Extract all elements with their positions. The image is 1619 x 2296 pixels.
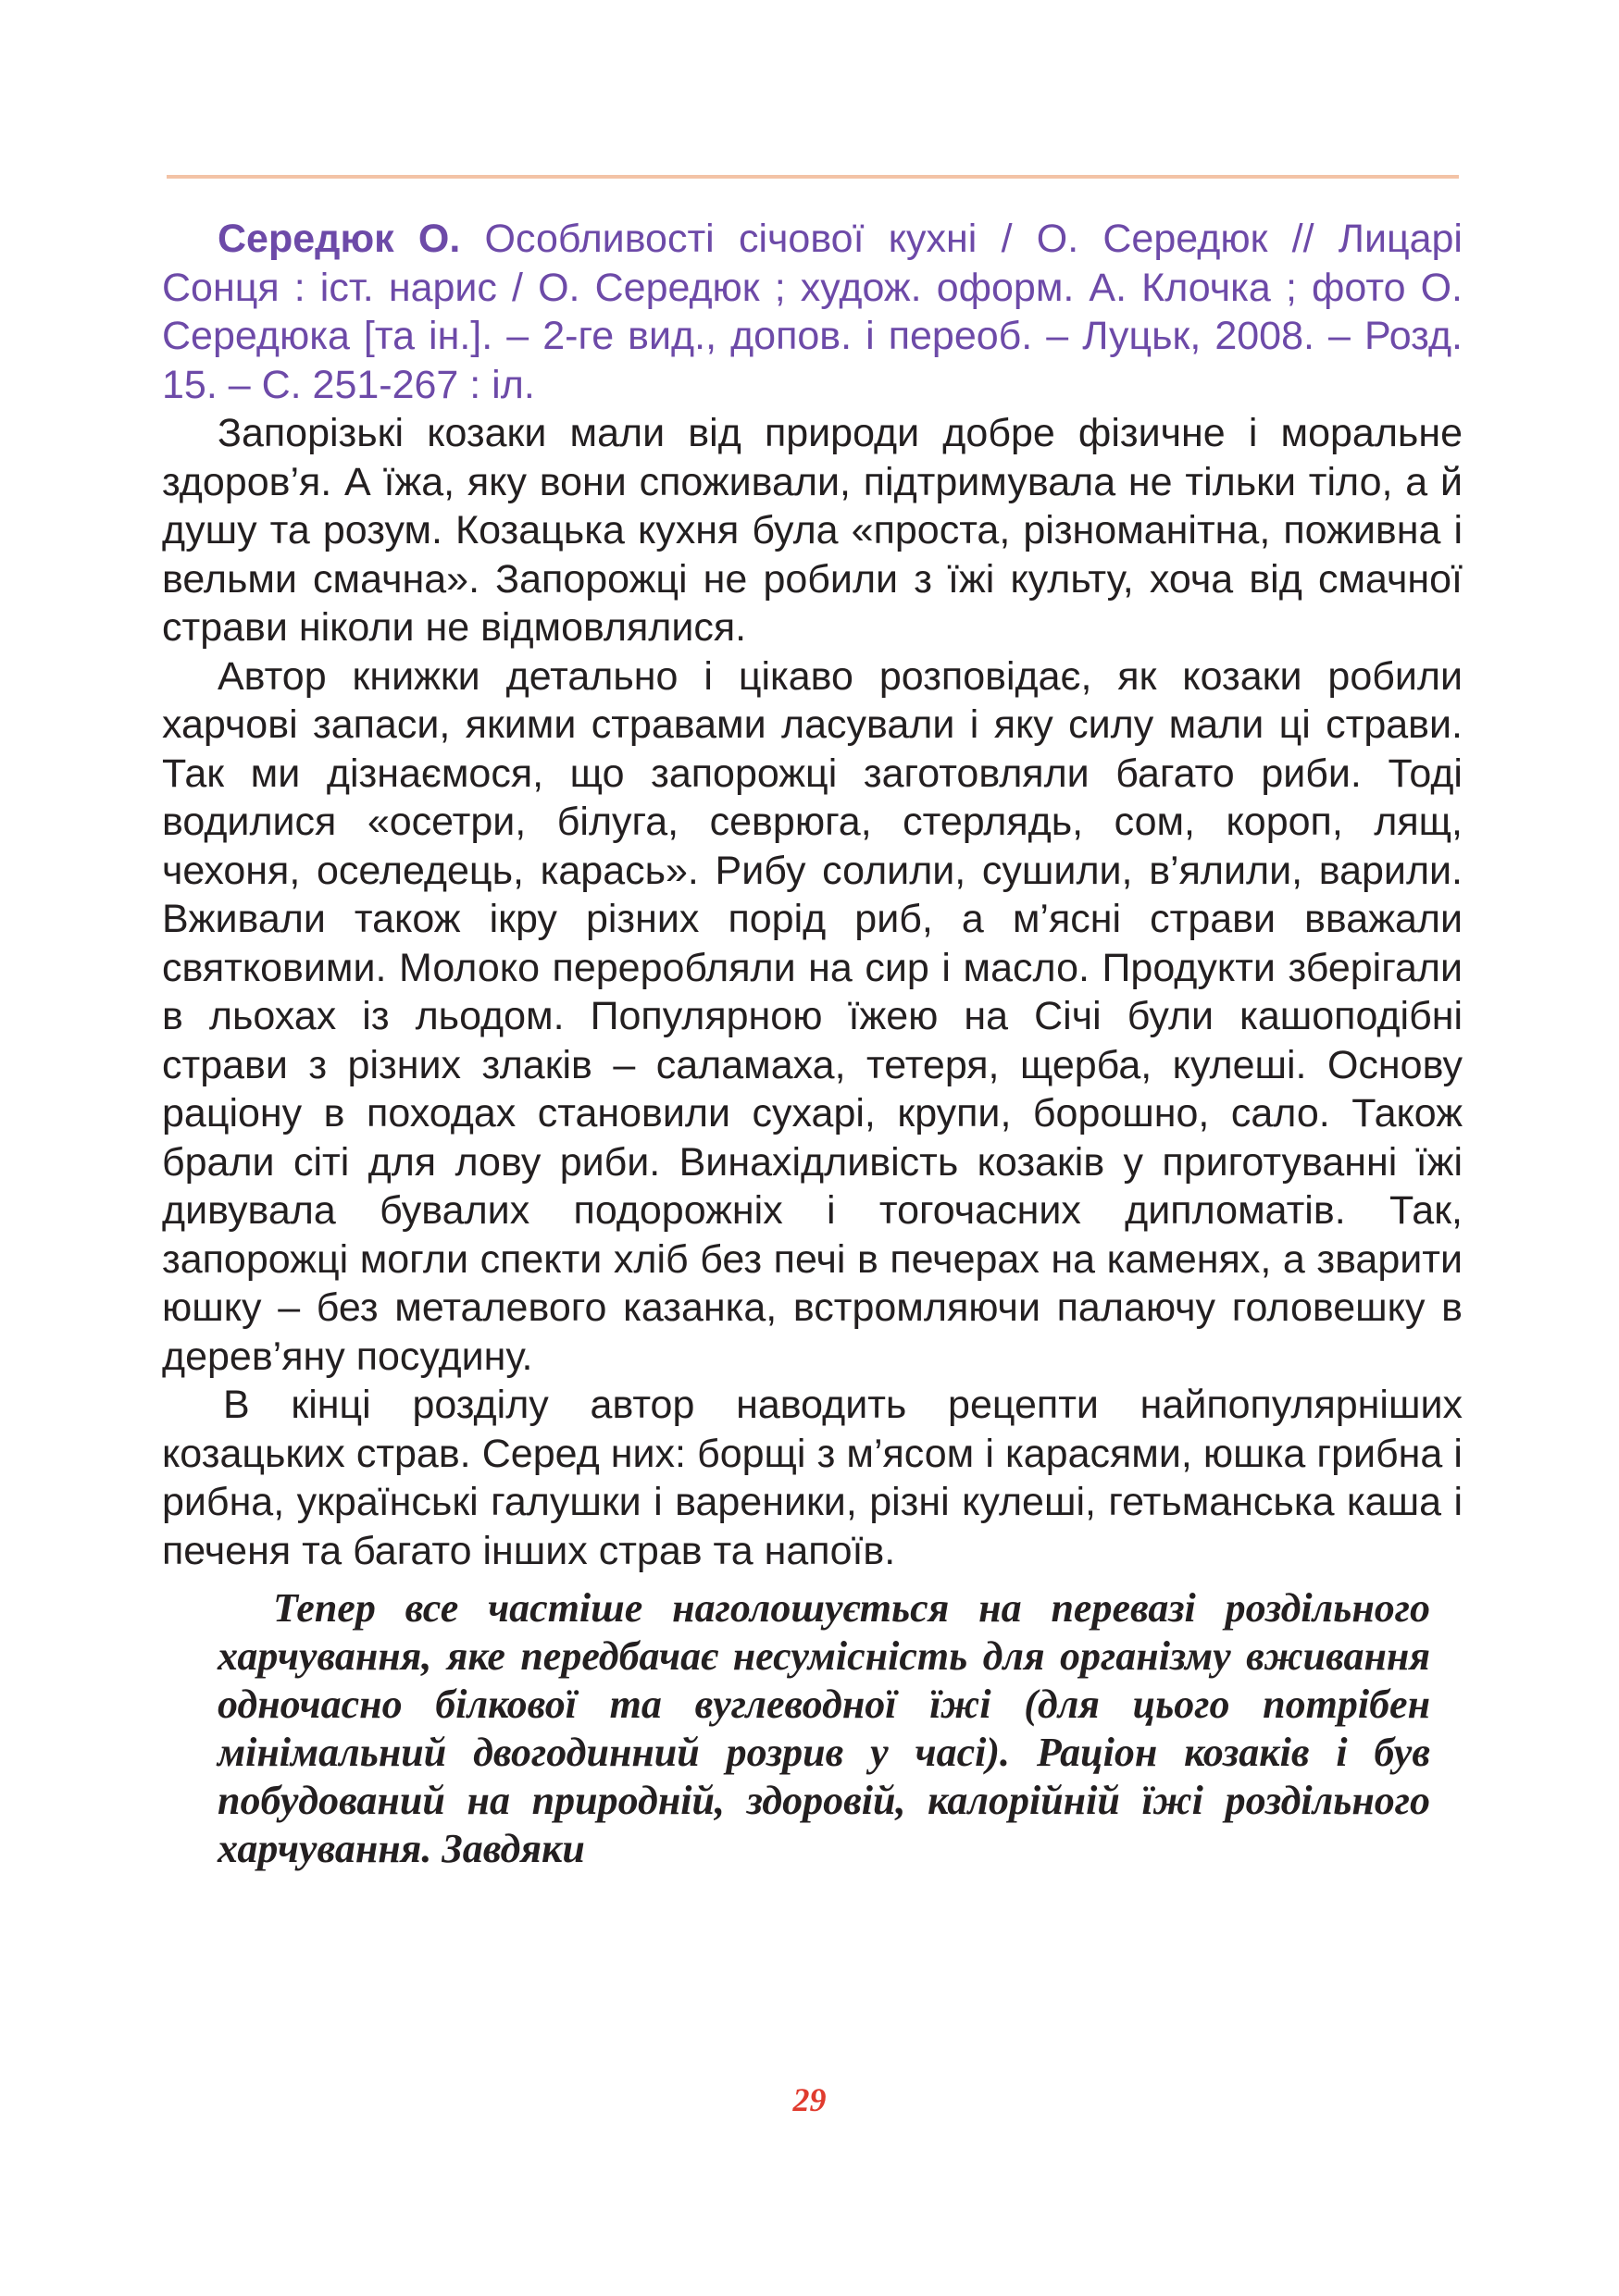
body-paragraph: Запорізькі козаки мали від природи добре фізичне і моральне здоров’я. А їжа, яку вони споживали, підтримувала не тільки тіло, а й душу та розум. Козацька кухня була «проста, різноманітна, поживна і вельми смачна». Запорожці не робили з їжі культу, хоча від смачної страви ніколи не відмовлялися. [162, 411, 1463, 650]
header-rule [167, 175, 1459, 179]
body-paragraph: Автор книжки детально і цікаво розповідає, як козаки робили харчові запаси, якими стравами ласували і яку силу мали ці страви. Так ми дізнаємося, що запорожці заготовляли багато риби. Тоді водилися «осетри, білуга, севрюга, стерлядь, сом, короп, лящ, чехоня, оселедець, карась». Рибу солили, сушили, в’ялили, варили. Вживали також ікру різних порід риб, а м’ясні страви вважали святковими. Молоко переробляли на сир і масло. Продукти зберігали в льохах із льодом. Популярною їжею на Січі були кашоподібні страви з різних злаків – саламаха, тетеря, щерба, кулеші. Основу раціону в походах становили сухарі, крупи, борошно, сало. Також брали сіті для лову риби. Винахідливість козаків у приготуванні їжі дивувала бувалих подорожніх і тогочасних дипломатів. Так, запорожці могли спекти хліб без печі в печерах на каменях, а зварити юшку – без металевого казанка, встромляючи палаючу головешку в дерев’яну посудину. [162, 653, 1463, 1379]
page-content [162, 215, 1463, 1873]
body-paragraph: В кінці розділу автор наводить рецепти найпопулярніших козацьких страв. Серед них: борщі з м’ясом і карасями, юшка грибна і рибна, українські галушки і вареники, різні кулеші, гетьманська каша і печеня та багато інших страв та напоїв. [162, 1383, 1463, 1573]
bibliography-author: Середюк О. [218, 217, 461, 261]
italic-paragraph: Тепер все частіше наголошується на перевазі роздільного харчування, яке передбачає несумісність для організму вживання одночасно білкової та вуглеводної їжі (для цього потрібен мінімальний двогодинний розрив у часі). Раціон козаків і був побудований на природній, здоровій, калорійній їжі роздільного харчування. Завдяки [218, 1585, 1430, 1871]
bibliography-text: Особливості січової кухні / О. Середюк // Лицарі Сонця : іст. нарис / О. Середюк ; худож. оформ. А. Клочка ; фото О. Середюка [та ін.]. – 2-ге вид., допов. і переоб. – Луцьк, 2008. – Розд. 15. – С. 251-267 : іл. [162, 217, 1463, 407]
page-number: 29 [792, 2081, 827, 2118]
bibliography-entry [162, 215, 1463, 409]
